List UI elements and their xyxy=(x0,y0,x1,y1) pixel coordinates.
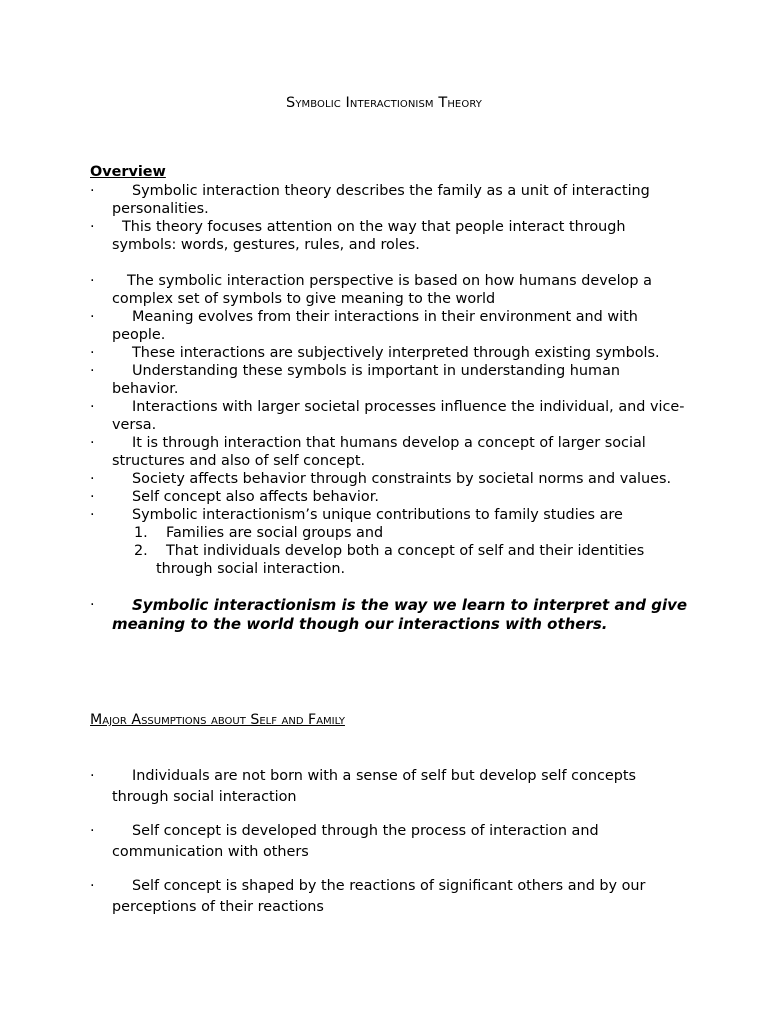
bullet-icon: · xyxy=(90,471,95,487)
list-item: · The symbolic interaction perspective is based on how humans develop a complex set of symbols to give meaning to the world xyxy=(90,273,652,307)
list-item: · Self concept is developed through the process of interaction and communication with others xyxy=(90,823,599,860)
numbered-item: 2. That individuals develop both a concept of self and their identities through social interaction. xyxy=(134,543,645,577)
assumptions-list xyxy=(90,766,690,931)
key-statement: Symbolic interactionism is the way we learn to interpret and give meaning to the world though our interactions with others. xyxy=(112,596,688,633)
bullet-icon: · xyxy=(90,435,95,451)
list-item: · Symbolic interactionism’s unique contributions to family studies are 1. Families are social groups and 2. That individuals develop both a concept of self and their identities through social interaction. xyxy=(90,506,690,578)
numbered-item: 1. Families are social groups and xyxy=(134,525,384,541)
bullet-icon: · xyxy=(90,823,95,839)
overview-list xyxy=(90,182,690,634)
list-item: · Self concept also affects behavior. xyxy=(90,489,379,505)
assumptions-heading: Major Assumptions about Self and Family xyxy=(90,712,345,728)
list-item: · Society affects behavior through constraints by societal norms and values. xyxy=(90,471,672,487)
contributions-list xyxy=(112,524,690,578)
bullet-icon: · xyxy=(90,507,95,523)
bullet-icon: · xyxy=(90,345,95,361)
list-item: · Self concept is shaped by the reactions of significant others and by our perceptions of their reactions xyxy=(90,878,646,915)
bullet-icon: · xyxy=(90,399,95,415)
bullet-icon: · xyxy=(90,309,95,325)
list-spacer xyxy=(90,254,690,272)
list-item: · Symbolic interaction theory describes the family as a unit of interacting personalities. xyxy=(90,183,650,217)
item-number: 2. xyxy=(134,543,148,559)
bullet-icon: · xyxy=(90,363,95,379)
overview-heading: Overview xyxy=(90,164,166,180)
item-number: 1. xyxy=(134,525,148,541)
bullet-icon: · xyxy=(90,768,95,784)
list-spacer xyxy=(90,578,690,596)
bullet-icon: · xyxy=(90,489,95,505)
key-statement-item xyxy=(90,596,690,634)
list-item: · Individuals are not born with a sense of self but develop self concepts through social interaction xyxy=(90,768,636,805)
bullet-icon: · xyxy=(90,597,95,613)
document-title: Symbolic Interactionism Theory xyxy=(286,95,482,111)
bullet-icon: · xyxy=(90,219,95,235)
list-item: · This theory focuses attention on the way that people interact through symbols: words, gestures, rules, and roles. xyxy=(90,219,626,253)
list-item: · Interactions with larger societal processes influence the individual, and vice- versa. xyxy=(90,399,685,433)
list-item: · Understanding these symbols is important in understanding human behavior. xyxy=(90,363,621,397)
bullet-icon: · xyxy=(90,273,95,289)
list-item: · These interactions are subjectively interpreted through existing symbols. xyxy=(90,345,660,361)
bullet-icon: · xyxy=(90,183,95,199)
bullet-icon: · xyxy=(90,878,95,894)
list-item: · It is through interaction that humans develop a concept of larger social structures and also of self concept. xyxy=(90,435,646,469)
list-item: · Meaning evolves from their interactions in their environment and with people. xyxy=(90,309,638,343)
